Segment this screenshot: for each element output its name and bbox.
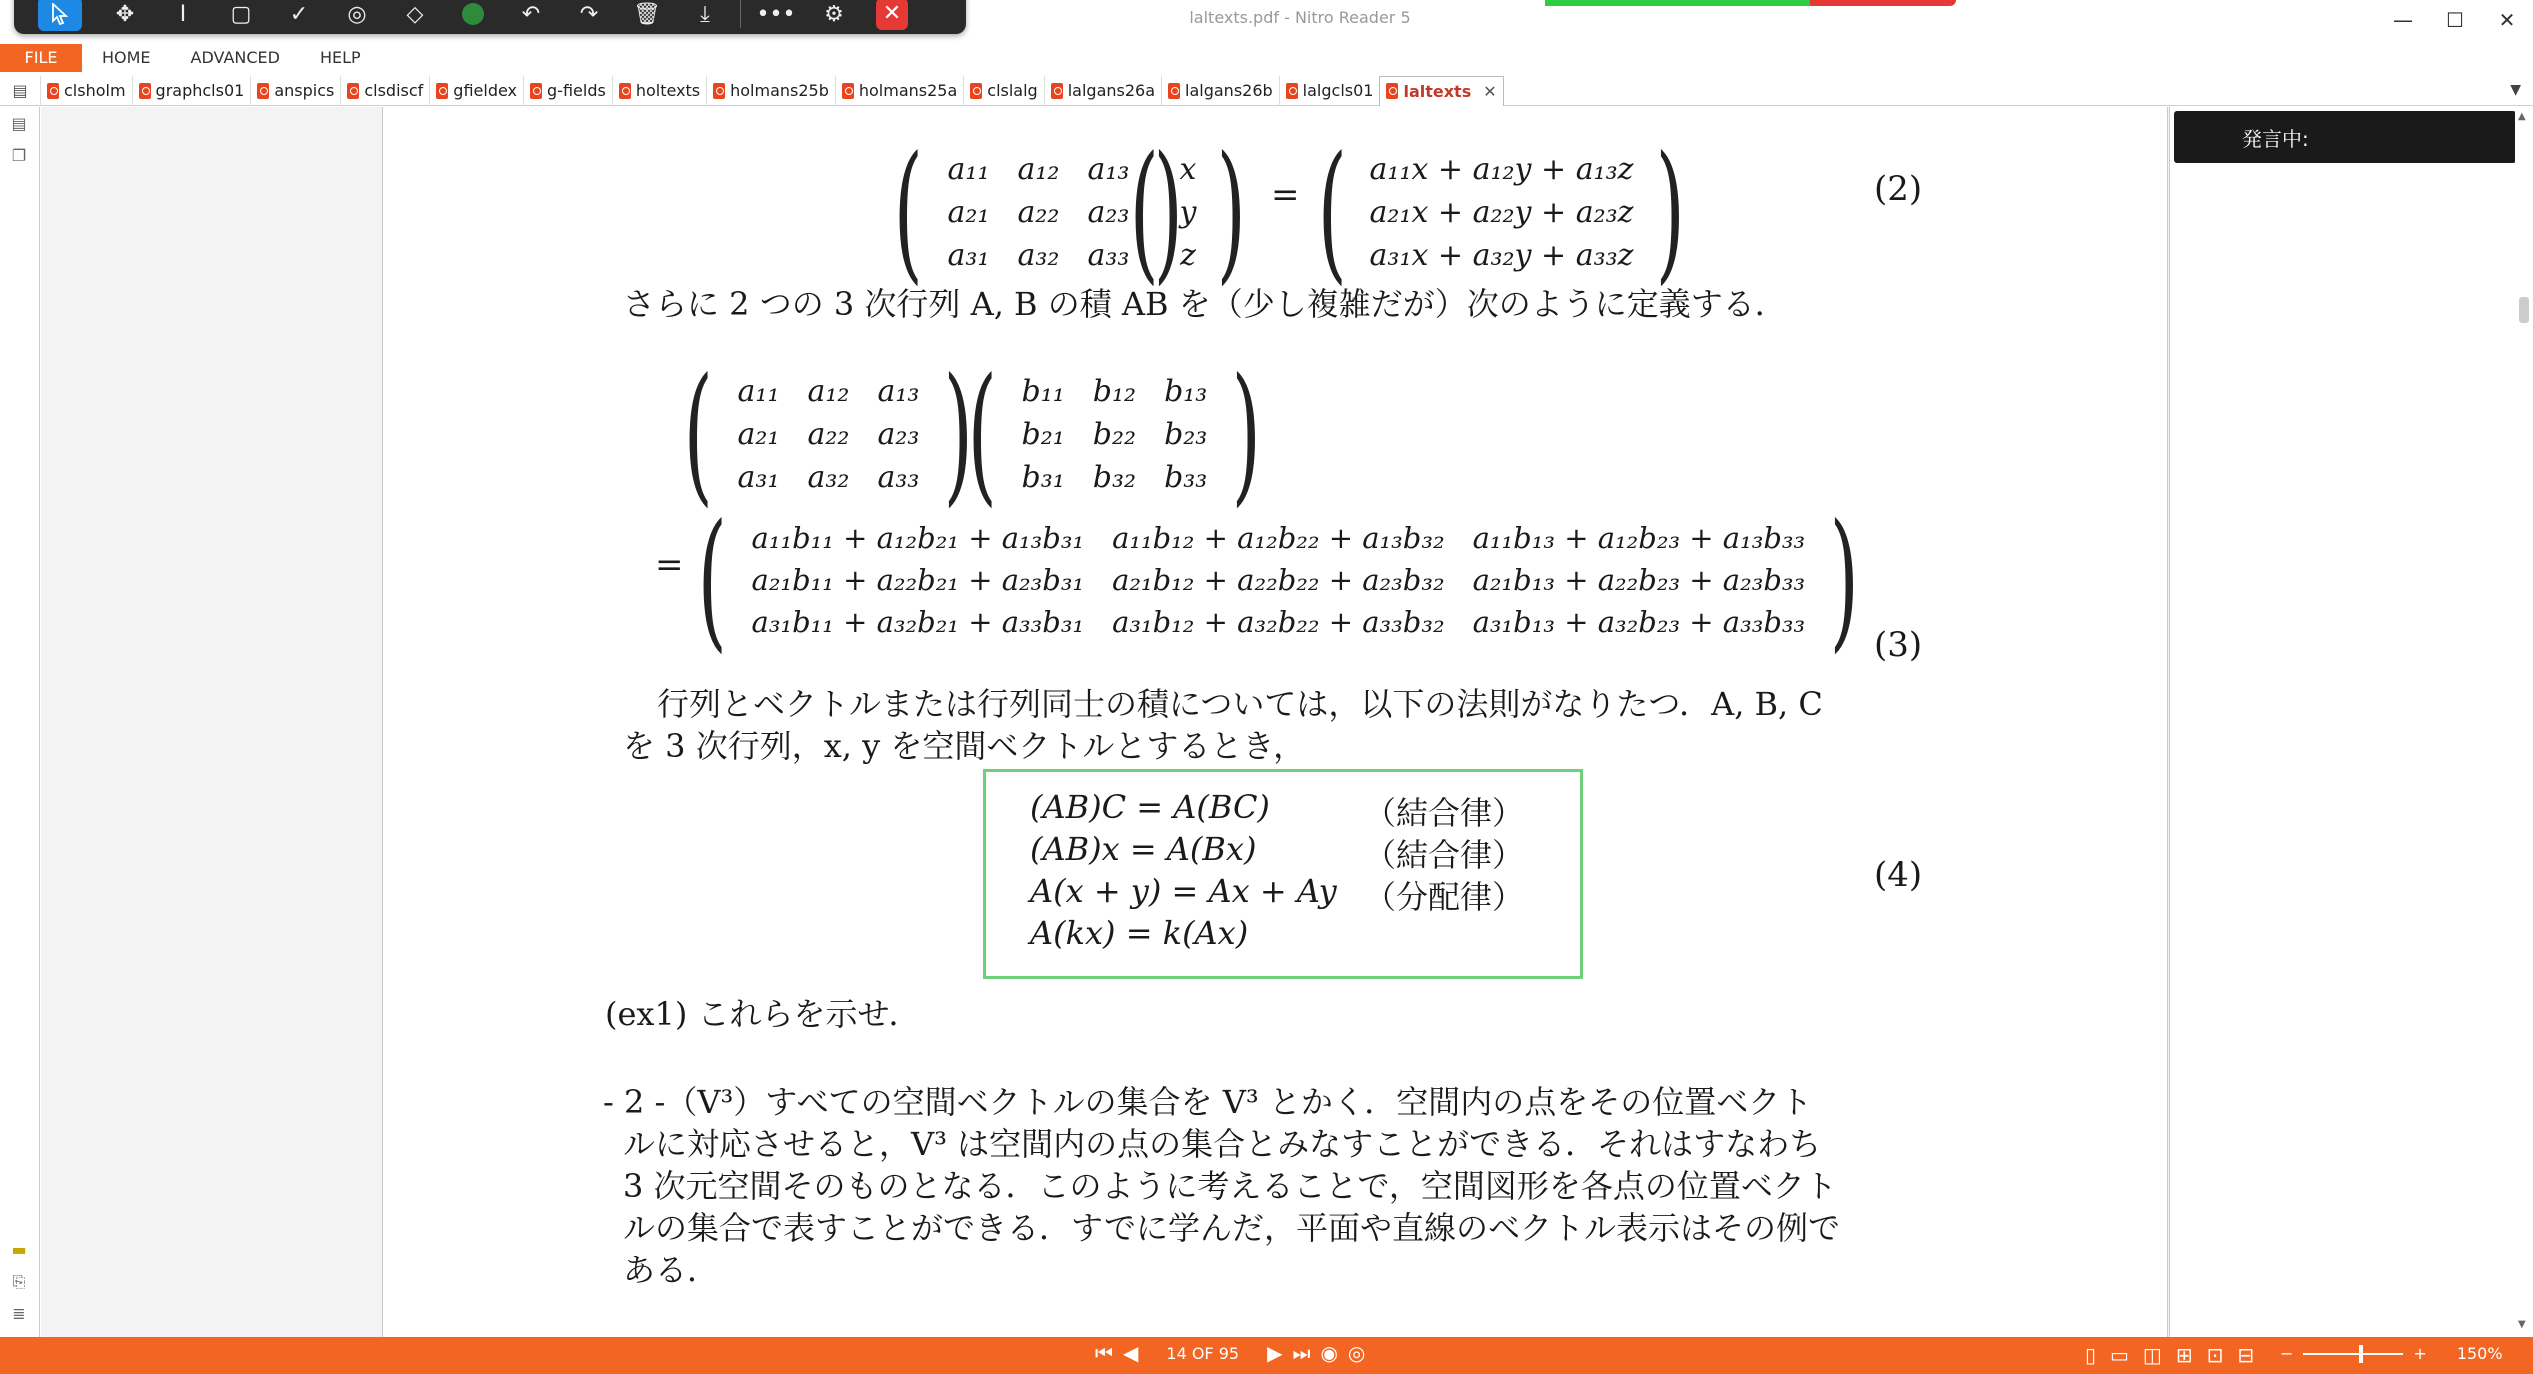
equation-number-3: (3) bbox=[1874, 625, 1923, 665]
redo-icon[interactable]: ↷ bbox=[579, 1, 599, 27]
law-tag: （結合律） bbox=[1364, 794, 1525, 832]
attachments-panel-icon[interactable]: ⎘ bbox=[12, 1272, 26, 1291]
tabs-dropdown-icon[interactable]: ▼ bbox=[2510, 82, 2521, 98]
law-distributive: A(x + y) = Ax + Ay bbox=[1030, 872, 1337, 910]
fit-width-icon[interactable]: ⊡ bbox=[2206, 1343, 2224, 1367]
ribbon-tabs bbox=[0, 44, 2533, 72]
minimize-button[interactable]: — bbox=[2393, 8, 2413, 32]
matrix-b-product-grid bbox=[1008, 370, 1222, 499]
paragraph-laws-line1: 行列とベクトルまたは行列同士の積については，以下の法則がなりたつ．A, B, C bbox=[657, 685, 1823, 723]
law-tag: （結合律） bbox=[1364, 836, 1525, 874]
paren-left: ( bbox=[683, 347, 713, 521]
matrix-entry: a₃₂ bbox=[807, 459, 850, 495]
pan-icon[interactable]: ✥ bbox=[115, 1, 135, 27]
section-2-line: ルに対応させると，V³ は空間内の点の集合とみなすことができる．それはすなわち bbox=[623, 1125, 1822, 1163]
matrix-entry: b₁₂ bbox=[1092, 373, 1137, 409]
view-mode-icons bbox=[2085, 1343, 2254, 1367]
matrix-entry: a₁₁b₁₁ + a₁₂b₂₁ + a₁₃b₃₁ bbox=[751, 521, 1085, 555]
single-page-icon[interactable]: ▯ bbox=[2085, 1343, 2097, 1367]
first-page-icon[interactable]: ⏮ bbox=[1095, 1341, 1113, 1365]
zoom-slider[interactable] bbox=[2303, 1353, 2403, 1355]
paren-right: ) bbox=[1656, 125, 1686, 299]
doc-tab[interactable]: holmans25a bbox=[835, 76, 963, 106]
scrollbar-thumb[interactable] bbox=[2519, 297, 2529, 323]
matrix-entry: a₂₃ bbox=[877, 416, 920, 452]
matrix-entry: a₃₁b₁₂ + a₃₂b₂₂ + a₃₃b₃₂ bbox=[1112, 605, 1445, 639]
paren-left: ( bbox=[1129, 125, 1159, 299]
zoom-out-icon[interactable]: − bbox=[2280, 1344, 2294, 1363]
window-title: laltexts.pdf - Nitro Reader 5 bbox=[1189, 8, 1411, 27]
matrix-entry: a₁₃ bbox=[1087, 151, 1130, 187]
equals-sign: = bbox=[1271, 175, 1300, 215]
close-window-button[interactable]: ✕ bbox=[2498, 8, 2516, 32]
pages-panel-icon[interactable]: ▤ bbox=[11, 114, 27, 133]
pdf-icon bbox=[842, 83, 854, 99]
settings-icon[interactable]: ⚙ bbox=[824, 1, 844, 27]
law-associative-2: (AB)x = A(Bx) bbox=[1030, 830, 1257, 868]
matrix-entry: b₃₃ bbox=[1164, 459, 1208, 495]
vector-xyz bbox=[1115, 125, 1261, 299]
delete-icon[interactable]: 🗑 bbox=[633, 1, 661, 27]
matrix-a-product-grid bbox=[724, 370, 934, 499]
matrix-entry: a₃₁b₁₃ + a₃₂b₂₃ + a₃₃b₃₃ bbox=[1472, 605, 1806, 639]
exercise-1: (ex1) これらを示せ． bbox=[605, 995, 921, 1033]
matrix-entry: a₂₁b₁₁ + a₂₂b₂₁ + a₂₃b₃₁ bbox=[751, 563, 1085, 597]
equals-sign: = bbox=[655, 545, 684, 585]
status-bar bbox=[0, 1337, 2533, 1374]
vector-entry: a₂₁x + a₂₂y + a₂₃z bbox=[1369, 194, 1634, 230]
prev-page-icon[interactable]: ◀ bbox=[1123, 1341, 1139, 1365]
continuous-icon[interactable]: ▭ bbox=[2110, 1343, 2129, 1367]
next-page-icon[interactable]: ▶ bbox=[1267, 1341, 1283, 1365]
scroll-down-icon[interactable]: ▼ bbox=[2518, 1319, 2526, 1330]
matrix-entry: b₁₃ bbox=[1164, 373, 1208, 409]
matrix-entry: b₃₁ bbox=[1021, 459, 1065, 495]
matrix-a-grid bbox=[934, 148, 1144, 277]
back-view-icon[interactable]: ◉ bbox=[1320, 1341, 1338, 1365]
right-panel bbox=[2169, 107, 2515, 1337]
zoom-control bbox=[2280, 1344, 2503, 1363]
paren-right: ) bbox=[1217, 125, 1247, 299]
matrix-entry: a₃₃ bbox=[877, 459, 920, 495]
two-page-continuous-icon[interactable]: ⊞ bbox=[2175, 1343, 2193, 1367]
matrix-entry: a₁₂ bbox=[1017, 151, 1060, 187]
doc-tab[interactable]: graphcls01 bbox=[132, 76, 251, 106]
matrix-entry: a₁₁b₁₃ + a₁₂b₂₃ + a₁₃b₃₃ bbox=[1472, 521, 1806, 555]
section-2-line: - 2 -（V³）すべての空間ベクトルの集合を V³ とかく．空間内の点をその位置ベクト bbox=[603, 1083, 1813, 1121]
two-page-icon[interactable]: ◫ bbox=[2142, 1343, 2162, 1367]
more-icon[interactable]: ••• bbox=[756, 1, 796, 27]
matrix-entry: a₁₁b₁₂ + a₁₂b₂₂ + a₁₃b₃₂ bbox=[1112, 521, 1445, 555]
matrix-entry: a₃₃ bbox=[1087, 237, 1130, 273]
doc-tab[interactable]: anspics bbox=[250, 76, 340, 106]
document-tabs bbox=[0, 76, 2533, 106]
tab-help[interactable]: HELP bbox=[319, 48, 361, 67]
zoom-level[interactable]: 150% bbox=[2456, 1344, 2503, 1363]
close-tab-icon[interactable]: ✕ bbox=[1483, 81, 1497, 101]
laws-box bbox=[983, 769, 1583, 979]
pdf-icon bbox=[1051, 83, 1063, 99]
matrix-entry: b₂₃ bbox=[1164, 416, 1208, 452]
last-page-icon[interactable]: ⏭ bbox=[1292, 1341, 1311, 1365]
matrix-entry: a₃₂ bbox=[1017, 237, 1060, 273]
matrix-entry: a₁₃ bbox=[877, 373, 920, 409]
law-scalar: A(kx) = k(Ax) bbox=[1030, 914, 1249, 952]
matrix-entry: a₁₂ bbox=[807, 373, 850, 409]
crop-icon[interactable]: ▢ bbox=[230, 1, 252, 27]
pdf-icon bbox=[347, 83, 359, 99]
section-2-line: 3 次元空間そのものとなる．このように考えることで，空間図形を各点の位置ベクト bbox=[623, 1167, 1837, 1205]
matrix-entry: b₁₁ bbox=[1021, 373, 1065, 409]
floating-toolbar bbox=[14, 0, 966, 34]
pdf-icon bbox=[257, 83, 269, 99]
vector-entry: a₁₁x + a₁₂y + a₁₃z bbox=[1369, 151, 1634, 187]
pdf-icon bbox=[970, 83, 982, 99]
document-viewport[interactable] bbox=[41, 107, 2169, 1337]
window-controls bbox=[2377, 0, 2533, 40]
section-2-line: ルの集合で表すことができる．すでに学んだ，平面や直線のベクトル表示はその例で bbox=[623, 1209, 1840, 1247]
matrix-entry: a₂₁ bbox=[737, 416, 780, 452]
matrix-entry: a₃₁ bbox=[737, 459, 780, 495]
matrix-entry: a₂₂ bbox=[807, 416, 850, 452]
check-icon[interactable]: ✓ bbox=[289, 1, 309, 27]
doc-tab[interactable]: gfieldex bbox=[429, 76, 523, 106]
vertical-scrollbar[interactable] bbox=[2515, 107, 2533, 1337]
pdf-icon bbox=[619, 83, 631, 99]
vector-entry: a₃₁x + a₃₂y + a₃₃z bbox=[1369, 237, 1634, 273]
vector-rhs bbox=[1303, 125, 1700, 299]
doc-tab[interactable]: clsholm bbox=[40, 76, 132, 106]
doc-tab[interactable]: lalgcls01 bbox=[1279, 76, 1380, 106]
tab-file[interactable]: FILE bbox=[0, 44, 82, 72]
stamp-icon[interactable]: ◎ bbox=[347, 1, 367, 27]
pdf-icon bbox=[436, 83, 448, 99]
tab-home[interactable]: HOME bbox=[102, 48, 151, 67]
matrix-entry: b₂₂ bbox=[1092, 416, 1137, 452]
pdf-icon bbox=[47, 83, 59, 99]
doc-tab[interactable]: lalgans26b bbox=[1161, 76, 1279, 106]
paren-right: ) bbox=[1231, 347, 1262, 521]
layers-panel-icon[interactable]: ≣ bbox=[12, 1304, 26, 1323]
bookmarks-panel-icon[interactable]: ❐ bbox=[11, 146, 27, 165]
restore-button[interactable]: ☐ bbox=[2446, 8, 2464, 32]
erase-icon[interactable]: ◇ bbox=[406, 1, 424, 27]
paren-right: ) bbox=[1829, 493, 1860, 667]
paren-right: ) bbox=[944, 347, 974, 521]
toolbar-separator bbox=[740, 0, 741, 28]
matrix-entry: a₃₁ bbox=[947, 237, 990, 273]
vector-rhs-grid bbox=[1356, 148, 1648, 277]
vector-entry: z bbox=[1180, 237, 1196, 273]
matrix-entry: a₁₁ bbox=[737, 373, 780, 409]
paren-left: ( bbox=[1317, 125, 1347, 299]
pdf-icon bbox=[530, 83, 542, 99]
equation-number-4: (4) bbox=[1874, 855, 1923, 895]
download-icon[interactable]: ⤓ bbox=[700, 1, 710, 27]
matrix-entry: a₂₁ bbox=[947, 194, 990, 230]
paragraph-product-def: さらに 2 つの 3 次行列 A, B の積 AB を（少し複雑だが）次のように定義する． bbox=[623, 285, 1787, 323]
doc-tab[interactable]: clslalg bbox=[963, 76, 1043, 106]
doc-tab[interactable]: lalgans26a bbox=[1044, 76, 1161, 106]
doc-tab-active[interactable]: laltexts ✕ bbox=[1379, 76, 1503, 106]
matrix-entry: a₃₁b₁₁ + a₃₂b₂₁ + a₃₃b₃₁ bbox=[751, 605, 1085, 639]
matrix-product-grid bbox=[738, 517, 1820, 643]
doc-tab[interactable]: clsdiscf bbox=[340, 76, 429, 106]
text-select-icon[interactable]: I bbox=[179, 1, 187, 27]
paren-left: ( bbox=[967, 347, 997, 521]
tab-advanced[interactable]: ADVANCED bbox=[190, 48, 280, 67]
vector-entry: y bbox=[1179, 194, 1197, 230]
zoom-in-icon[interactable]: + bbox=[2413, 1344, 2427, 1363]
matrix-entry: a₁₁ bbox=[947, 151, 990, 187]
document-menu-icon[interactable]: ▤ bbox=[12, 81, 28, 100]
undo-icon[interactable]: ↶ bbox=[521, 1, 541, 27]
doc-tab[interactable]: g-fields bbox=[523, 76, 612, 106]
matrix-entry: a₂₂ bbox=[1017, 194, 1060, 230]
paren-left: ( bbox=[697, 493, 727, 667]
page-navigation bbox=[1095, 1341, 1365, 1365]
scroll-up-icon[interactable]: ▲ bbox=[2518, 111, 2526, 122]
pdf-icon bbox=[1286, 83, 1298, 99]
left-sidebar bbox=[0, 107, 40, 1337]
vector-grid bbox=[1166, 148, 1211, 277]
paren-left: ( bbox=[893, 125, 923, 299]
page-indicator[interactable]: 14 OF 95 bbox=[1166, 1343, 1240, 1363]
matrix-product-result bbox=[683, 493, 1874, 667]
status-strip-red bbox=[1810, 0, 1956, 6]
forward-view-icon[interactable]: ◎ bbox=[1347, 1341, 1366, 1365]
matrix-entry: a₂₃ bbox=[1087, 194, 1130, 230]
doc-tab[interactable]: holtexts bbox=[612, 76, 706, 106]
equation-number-2: (2) bbox=[1874, 169, 1923, 209]
doc-tab[interactable]: holmans25b bbox=[706, 76, 835, 106]
comments-panel-icon[interactable]: ▬ bbox=[11, 1240, 27, 1259]
matrix-entry: b₃₂ bbox=[1092, 459, 1137, 495]
pdf-icon bbox=[139, 83, 151, 99]
pdf-icon bbox=[713, 83, 725, 99]
paren-right: ) bbox=[1154, 125, 1184, 299]
vector-entry: x bbox=[1179, 151, 1197, 187]
zoom-slider-knob[interactable] bbox=[2359, 1345, 2363, 1363]
pdf-page bbox=[382, 107, 2168, 1337]
color-icon[interactable] bbox=[444, 0, 502, 31]
matrix-entry: a₂₁b₁₂ + a₂₂b₂₂ + a₂₃b₃₂ bbox=[1112, 563, 1445, 597]
fullscreen-icon[interactable]: ⊟ bbox=[2237, 1343, 2255, 1367]
close-icon[interactable]: ✕ bbox=[863, 0, 921, 31]
status-strip-green bbox=[1545, 0, 1810, 6]
paragraph-laws-line2: を 3 次行列，x, y を空間ベクトルとするとき， bbox=[623, 727, 1306, 765]
law-tag: （分配律） bbox=[1364, 878, 1525, 916]
pdf-icon bbox=[1386, 83, 1398, 99]
section-2-line: ある． bbox=[623, 1251, 720, 1289]
law-associative-1: (AB)C = A(BC) bbox=[1030, 788, 1270, 826]
pdf-icon bbox=[1168, 83, 1180, 99]
matrix-entry: b₂₁ bbox=[1021, 416, 1065, 452]
speech-indicator: 発言中: bbox=[2174, 111, 2516, 163]
select-icon[interactable] bbox=[38, 0, 82, 31]
matrix-entry: a₂₁b₁₃ + a₂₂b₂₃ + a₂₃b₃₃ bbox=[1472, 563, 1806, 597]
